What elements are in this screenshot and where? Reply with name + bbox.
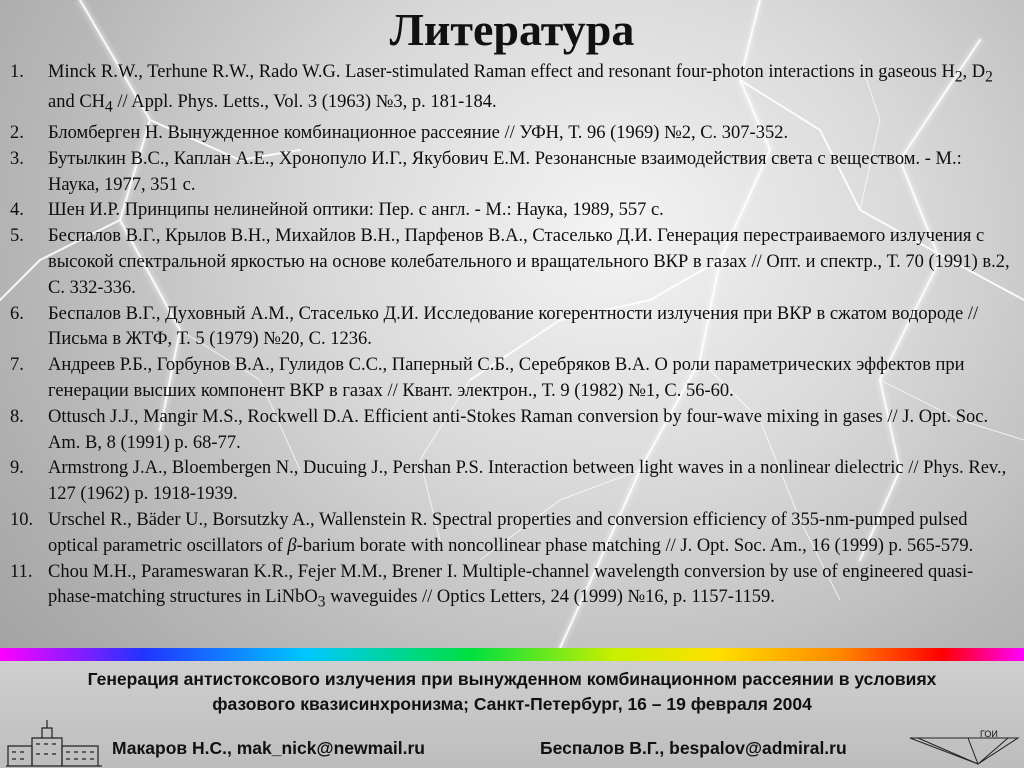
- reference-item: [0, 508, 1024, 560]
- reference-text: [48, 560, 1012, 616]
- reference-text-part: Urschel R., Bäder U., Borsutzky A., Wallenstein R. Spectral properties and conversion efficiency of 355-nm-pumped pulsed optical parametric oscillators of: [48, 509, 968, 556]
- reference-text-part: // Appl. Phys. Letts., Vol. 3 (1963) №3, p. 181-184.: [112, 92, 497, 113]
- spectrum-bar: [0, 648, 1024, 661]
- reference-text: [48, 60, 1012, 121]
- reference-text-part: Беспалов В.Г., Крылов В.Н., Михайлов В.Н., Парфенов В.А., Стаселько Д.И. Генерация перестраиваемого излучения с высокой спектральной яркостью на основе колебательного и вращательного ВКР в газах // Опт. и спектр., Т. 70 (1991) в.2, С. 332-336.: [48, 226, 1010, 298]
- goi-logo-label: ГОИ: [980, 729, 998, 739]
- reference-text-part: Беспалов В.Г., Духовный А.М., Стаселько Д.И. Исследование когерентности излучения при ВКР в сжатом водороде // Письма в ЖТФ, Т. 5 (1979) №20, С. 1236.: [48, 303, 979, 350]
- reference-text: [48, 508, 1012, 560]
- reference-text: [48, 302, 1012, 354]
- reference-number: 11.: [10, 561, 33, 582]
- reference-number: 4.: [10, 200, 24, 221]
- reference-text-part: Armstrong J.A., Bloembergen N., Ducuing J., Pershan P.S. Interaction between light waves in a nonlinear dielectric // Phys. Rev., 127 (1962) p. 1918-1939.: [48, 458, 1007, 505]
- author-1-contact: Макаров Н.С., mak_nick@newmail.ru: [112, 738, 425, 758]
- page-title: Литература: [389, 4, 635, 55]
- reference-number: 5.: [10, 226, 24, 247]
- reference-text: [48, 198, 1012, 224]
- author-2-contact: Беспалов В.Г., bespalov@admiral.ru: [540, 738, 847, 758]
- reference-text-part: waveguides // Optics Letters, 24 (1999) №16, p. 1157-1159.: [325, 587, 775, 608]
- reference-text: [48, 456, 1012, 508]
- reference-text: [48, 405, 1012, 457]
- reference-text-part: , D: [962, 62, 986, 82]
- reference-number: 2.: [10, 122, 24, 143]
- building-logo-icon: [2, 716, 106, 768]
- reference-text-part: 2: [954, 68, 963, 86]
- reference-text: [48, 224, 1012, 301]
- conference-line-2: фазового квазисинхронизма; Санкт-Петербург, 16 – 19 февраля 2004: [212, 694, 812, 714]
- reference-text-part: 3: [317, 594, 326, 611]
- reference-text-part: Ottusch J.J., Mangir M.S., Rockwell D.A. Efficient anti-Stokes Raman conversion by four-wave mixing in gases // J. Opt. Soc. Am. B, 8 (1991) p. 68-77.: [48, 406, 989, 453]
- reference-number: 7.: [10, 355, 24, 376]
- reference-number: 9.: [10, 458, 24, 479]
- reference-item: [0, 121, 1024, 147]
- conference-info: [0, 667, 1024, 717]
- reference-text: [48, 353, 1012, 405]
- reference-item: [0, 302, 1024, 354]
- reference-text-part: Шен И.Р. Принципы нелинейной оптики: Пер. с англ. - М.: Наука, 1989, 557 с.: [48, 200, 664, 221]
- reference-number: 1.: [10, 62, 24, 82]
- reference-item: [0, 60, 1024, 121]
- reference-item: [0, 353, 1024, 405]
- reference-text-part: Бутылкин В.С., Каплан А.Е., Хронопуло И.Г., Якубович Е.М. Резонансные взаимодействия света с веществом. - М.: Наука, 1977, 351 с.: [48, 148, 962, 195]
- reference-number: 10.: [10, 509, 34, 530]
- reference-text-part: -barium borate with noncollinear phase matching // J. Opt. Soc. Am., 16 (1999) p. 565-579.: [296, 535, 974, 556]
- goi-logo-icon: [908, 718, 1020, 766]
- reference-text-part: Minck R.W., Terhune R.W., Rado W.G. Laser-stimulated Raman effect and resonant four-photon interactions in gaseous H: [48, 62, 955, 82]
- reference-text-part: and CH: [48, 92, 106, 113]
- reference-item: [0, 560, 1024, 616]
- reference-text-part: 4: [105, 99, 113, 117]
- reference-item: [0, 456, 1024, 508]
- reference-text-part: β: [287, 535, 297, 556]
- reference-list: [0, 60, 1024, 616]
- reference-text-part: Андреев Р.Б., Горбунов В.А., Гулидов С.С., Паперный С.Б., Серебряков В.А. О роли параметрических эффектов при генерации высших компонент ВКР в газах // Квант. электрон., Т. 9 (1982) №1, С. 56-60.: [48, 355, 965, 401]
- reference-number: 8.: [10, 406, 24, 427]
- reference-number: 6.: [10, 303, 24, 324]
- reference-text-part: Бломберген Н. Вынужденное комбинационное рассеяние // УФН, Т. 96 (1969) №2, С. 307-352.: [48, 122, 789, 143]
- reference-text-part: 2: [985, 68, 993, 86]
- reference-item: [0, 405, 1024, 457]
- reference-text: [48, 121, 1012, 147]
- reference-number: 3.: [10, 148, 24, 169]
- reference-item: [0, 147, 1024, 199]
- reference-item: [0, 198, 1024, 224]
- conference-line-1: Генерация антистоксового излучения при вынужденном комбинационном рассеянии в условиях: [87, 669, 937, 689]
- reference-text-part: Chou M.H., Parameswaran K.R., Fejer M.M., Brener I. Multiple-channel wavelength conversion by use of engineered quasi-phase-matching structures in LiNbO: [48, 561, 974, 608]
- reference-item: [0, 224, 1024, 301]
- reference-text: [48, 147, 1012, 199]
